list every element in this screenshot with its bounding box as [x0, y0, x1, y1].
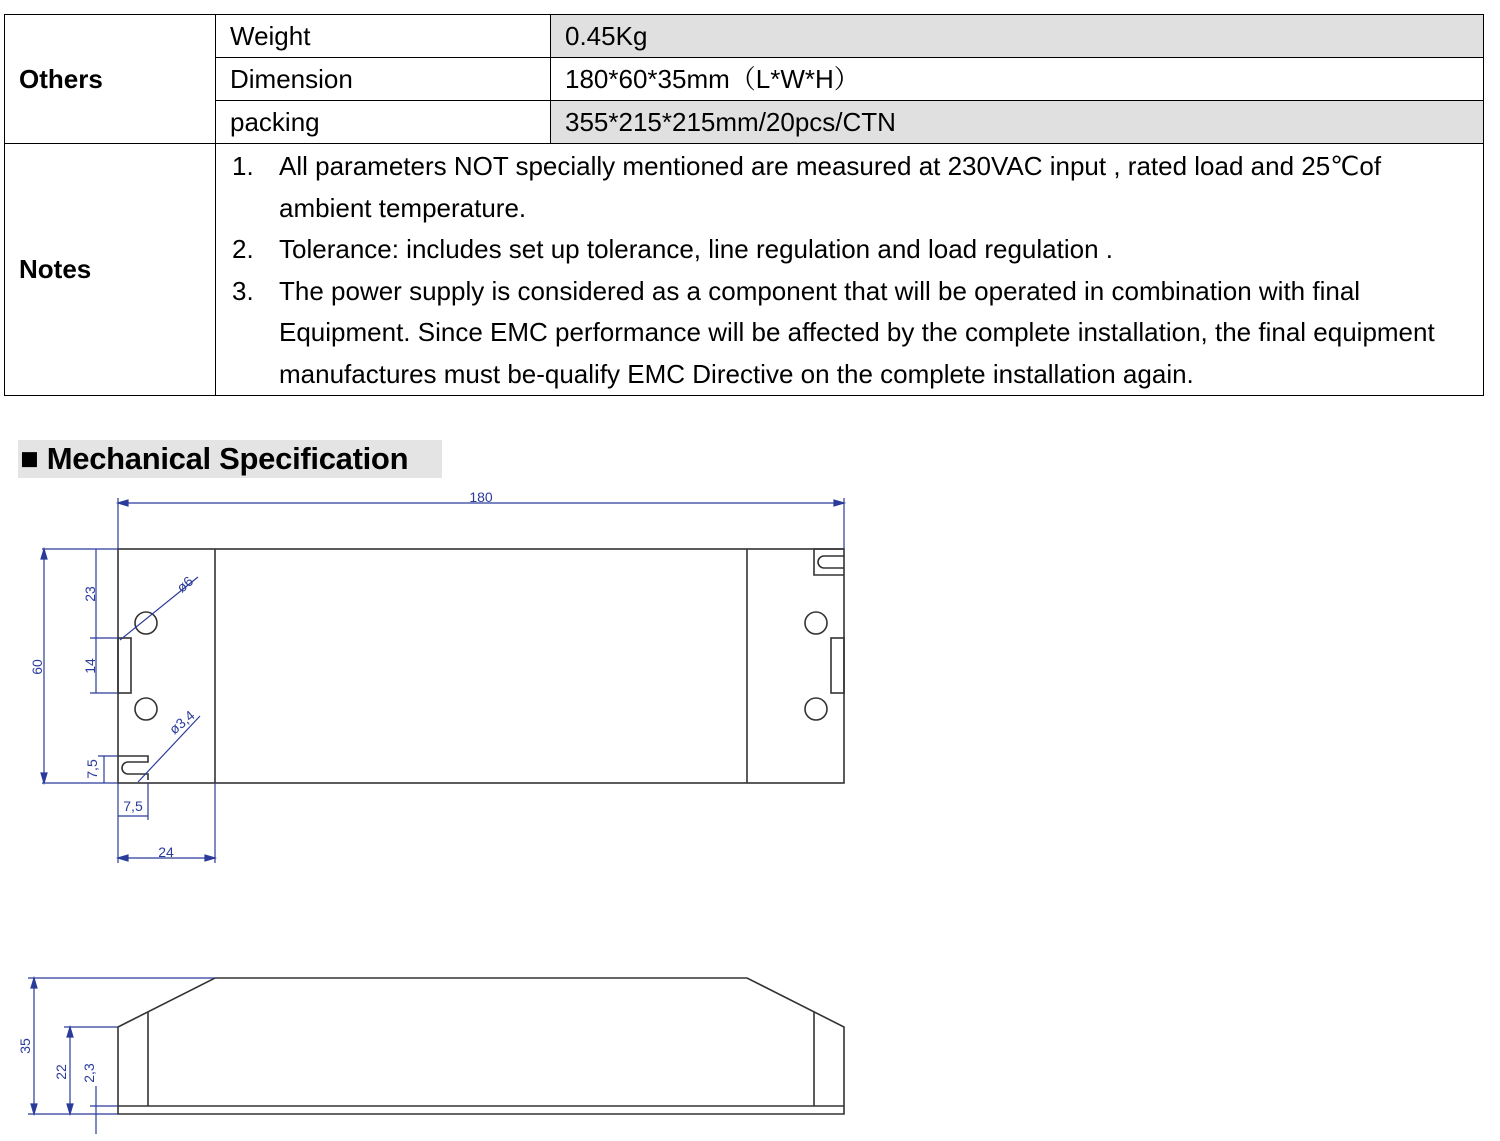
dim-23-label: 23	[82, 586, 98, 602]
mount-hole-small	[135, 698, 157, 720]
note-number: 2.	[232, 234, 254, 264]
note-number: 3.	[232, 275, 254, 306]
side-dimensions	[28, 978, 215, 1134]
top-dimensions	[41, 498, 844, 863]
list-item	[232, 271, 1463, 396]
top-view	[118, 549, 844, 783]
side-view	[118, 978, 844, 1114]
cable-notch-right	[831, 638, 844, 693]
dim-height-label: 35	[17, 1038, 33, 1054]
mount-hole-large	[135, 612, 157, 634]
hole-small-label: ø3,4	[165, 707, 198, 738]
dim-length-label: 180	[469, 489, 493, 505]
dim-7-5-horizontal-label: 7,5	[123, 798, 143, 814]
dim-2-3-label: 2,3	[81, 1063, 97, 1083]
value-cell: 355*215*215mm/20pcs/CTN	[551, 101, 1484, 144]
note-text: Tolerance: includes set up tolerance, line regulation and load regulation .	[279, 234, 1113, 264]
mechanical-drawing	[0, 480, 900, 1141]
spec-table	[4, 14, 1484, 396]
dim-7-5-vertical-label: 7,5	[84, 759, 100, 779]
dim-22-label: 22	[53, 1064, 69, 1080]
notes-list	[232, 146, 1463, 395]
note-text: All parameters NOT specially mentioned are measured at 230VAC input , rated load and 25℃of ambient temperature.	[279, 151, 1382, 223]
table-row	[5, 15, 1484, 58]
dim-width-label: 60	[29, 659, 45, 675]
mount-hole-right-top	[805, 612, 827, 634]
mount-hole-right-bottom	[805, 698, 827, 720]
dim-24-label: 24	[158, 844, 174, 860]
dim-14-label: 14	[82, 658, 98, 674]
note-number: 1.	[232, 151, 254, 181]
param-cell: packing	[216, 101, 551, 144]
value-cell: 0.45Kg	[551, 15, 1484, 58]
table-row	[5, 144, 1484, 396]
table-row	[5, 101, 1484, 144]
notes-label: Notes	[5, 144, 216, 396]
hole-large-label: ø6	[173, 572, 197, 596]
side-profile	[118, 978, 844, 1114]
cable-notch-left	[118, 638, 131, 693]
notes-cell	[216, 144, 1484, 396]
table-row	[5, 58, 1484, 101]
case-outline	[118, 549, 844, 783]
slot-right	[814, 549, 844, 575]
param-cell: Weight	[216, 15, 551, 58]
value-cell: 180*60*35mm（L*W*H）	[551, 58, 1484, 101]
section-title: ■ Mechanical Specification	[18, 440, 442, 478]
note-text: The power supply is considered as a component that will be operated in combination with final Equipment. Since EMC performance will be affected by the complete installation, the final equipment manufactures must be-qualify EMC Directive on the complete installation again.	[279, 275, 1435, 389]
list-item	[232, 229, 1463, 271]
param-cell: Dimension	[216, 58, 551, 101]
list-item	[232, 146, 1463, 229]
others-label: Others	[5, 15, 216, 144]
